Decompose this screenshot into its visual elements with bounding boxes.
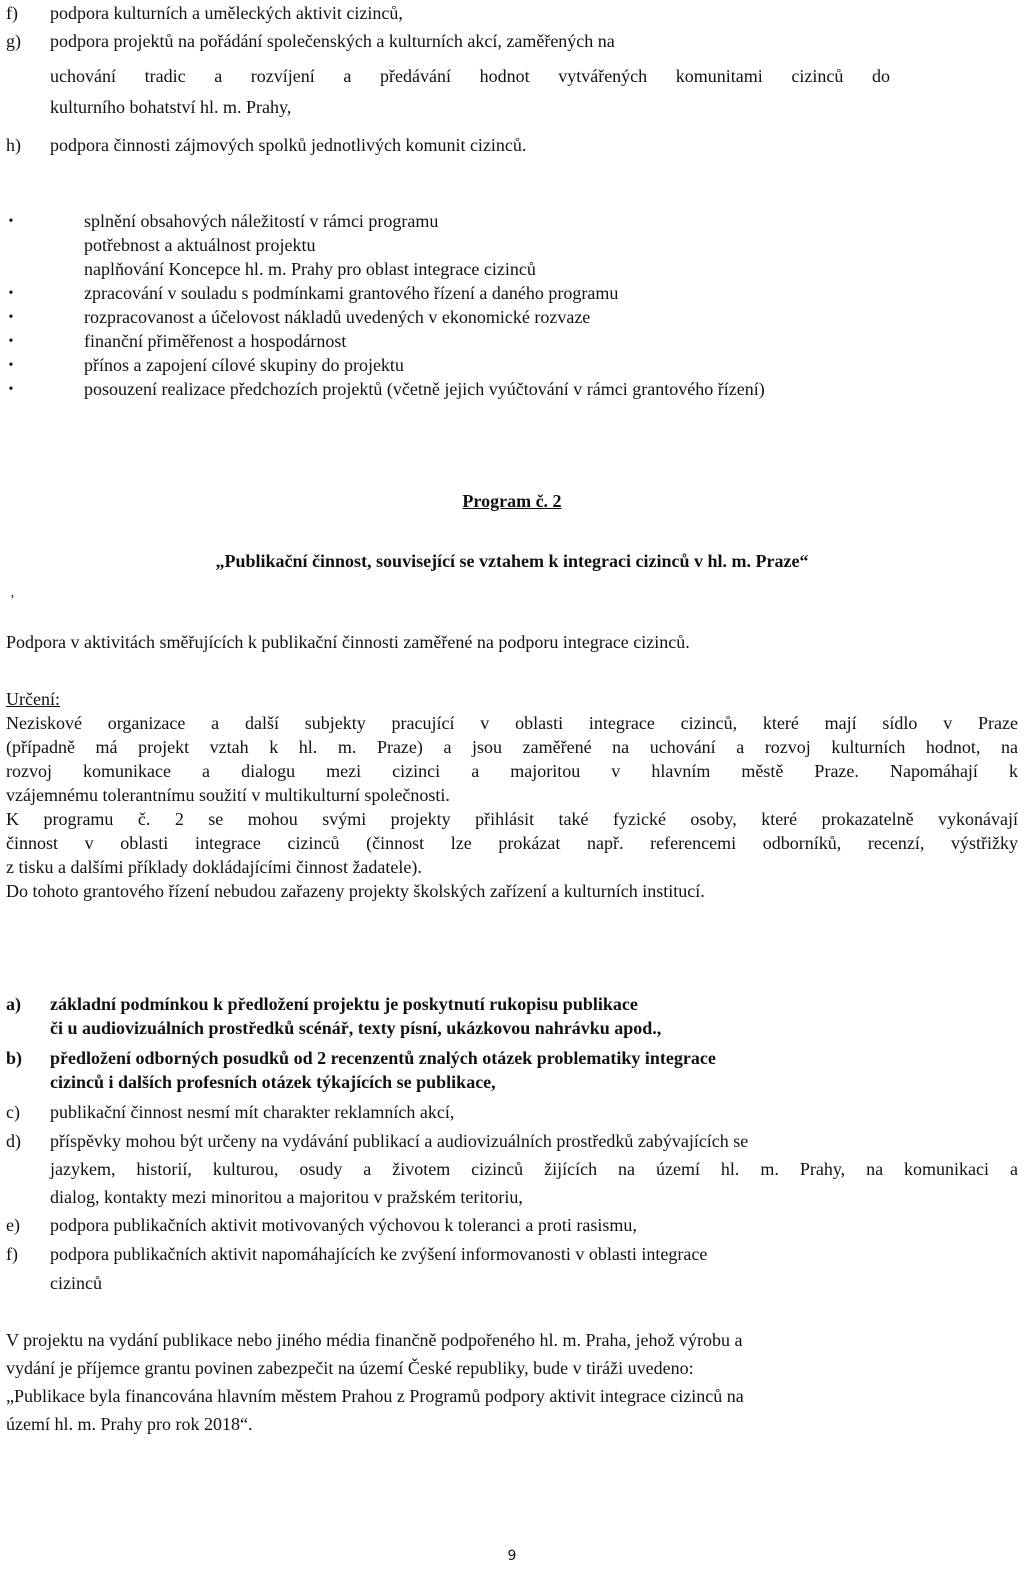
urceni-line: Do tohoto grantového řízení nebudou zařazeny projekty školských zařízení a kulturních institucí. bbox=[6, 881, 705, 901]
list-label: g) bbox=[6, 31, 21, 51]
condition-text: podpora publikačních aktivit napomáhajících ke zvýšení informovanosti v oblasti integrace bbox=[50, 1244, 708, 1264]
bullet: • bbox=[8, 358, 14, 373]
condition-label: c) bbox=[6, 1102, 20, 1122]
program-intro: Podpora v aktivitách směřujících k publikační činnosti zaměřené na podporu integrace cizinců. bbox=[6, 632, 690, 652]
bullet: • bbox=[8, 334, 14, 349]
list-item-text: kulturního bohatství hl. m. Prahy, bbox=[50, 97, 292, 117]
condition-text: podpora publikačních aktivit motivovaných výchovou k toleranci a proti rasismu, bbox=[50, 1215, 637, 1235]
urceni-line: z tisku a dalšími příklady dokládajícími činnost žadatele). bbox=[6, 857, 422, 877]
list-item-text: podpora kulturních a uměleckých aktivit cizinců, bbox=[50, 3, 403, 23]
condition-label: d) bbox=[6, 1131, 21, 1151]
closing-line: území hl. m. Prahy pro rok 2018“. bbox=[6, 1414, 253, 1434]
criteria-item: přínos a zapojení cílové skupiny do projektu bbox=[84, 355, 404, 375]
list-item-text: podpora činnosti zájmových spolků jednotlivých komunit cizinců. bbox=[50, 135, 527, 155]
urceni-line: Neziskové organizace a další subjekty pracující v oblasti integrace cizinců, které mají sídlo v Praze bbox=[6, 713, 1018, 733]
urceni-line: vzájemnému tolerantnímu soužití v multikulturní společnosti. bbox=[6, 785, 450, 805]
program-title: „Publikační činnost, související se vztahem k integraci cizinců v hl. m. Praze“ bbox=[215, 551, 809, 571]
page-number: 9 bbox=[507, 1548, 517, 1564]
bullet: • bbox=[8, 382, 14, 397]
criteria-item: potřebnost a aktuálnost projektu bbox=[84, 235, 316, 255]
bullet: • bbox=[8, 310, 14, 325]
condition-label: e) bbox=[6, 1215, 20, 1235]
condition-text: základní podmínkou k předložení projektu je poskytnutí rukopisu publikace bbox=[50, 994, 638, 1014]
criteria-item: finanční přiměřenost a hospodárnost bbox=[84, 331, 347, 351]
list-label: h) bbox=[6, 135, 21, 155]
criteria-item: naplňování Koncepce hl. m. Prahy pro oblast integrace cizinců bbox=[84, 259, 536, 279]
urceni-line: K programu č. 2 se mohou svými projekty přihlásit také fyzické osoby, které prokazatelně vykonávají bbox=[6, 809, 1018, 829]
criteria-item: zpracování v souladu s podmínkami grantového řízení a daného programu bbox=[84, 283, 619, 303]
closing-line: V projektu na vydání publikace nebo jiného média finančně podpořeného hl. m. Praha, jehož výrobu a bbox=[6, 1330, 743, 1350]
condition-text: jazykem, historií, kulturou, osudy a životem cizinců žijících na území hl. m. Prahy, na komunikaci a bbox=[50, 1159, 1018, 1179]
condition-text: předložení odborných posudků od 2 recenzentů znalých otázek problematiky integrace bbox=[50, 1048, 716, 1068]
list-item-text: uchování tradic a rozvíjení a předávání hodnot vytvářených komunitami cizinců do bbox=[50, 66, 890, 86]
list-item-text: podpora projektů na pořádání společenských a kulturních akcí, zaměřených na bbox=[50, 31, 615, 51]
condition-label: f) bbox=[6, 1244, 18, 1264]
urceni-heading: Určení: bbox=[6, 689, 60, 709]
condition-text: dialog, kontakty mezi minoritou a majoritou v pražském teritoriu, bbox=[50, 1187, 523, 1207]
condition-text: cizinců i dalších profesních otázek týkajících se publikace, bbox=[50, 1072, 496, 1092]
criteria-item: splnění obsahových náležitostí v rámci programu bbox=[84, 211, 439, 231]
stray-mark: ʼ bbox=[10, 593, 15, 608]
condition-text: příspěvky mohou být určeny na vydávání publikací a audiovizuálních prostředků zabývajících se bbox=[50, 1131, 749, 1151]
condition-text: cizinců bbox=[50, 1273, 102, 1293]
program-heading: Program č. 2 bbox=[462, 491, 562, 511]
urceni-line: činnost v oblasti integrace cizinců (činnost lze prokázat např. referencemi odborníků, recenzí, výstřižky bbox=[6, 833, 1018, 853]
list-label: f) bbox=[6, 3, 18, 23]
condition-label: a) bbox=[6, 994, 21, 1014]
closing-line: vydání je příjemce grantu povinen zabezpečit na území České republiky, bude v tiráži uvedeno: bbox=[6, 1358, 694, 1378]
urceni-line: rozvoj komunikace a dialogu mezi cizinci a majoritou v hlavním městě Praze. Napomáhají k bbox=[6, 761, 1018, 781]
condition-text: publikační činnost nesmí mít charakter reklamních akcí, bbox=[50, 1102, 455, 1122]
condition-label: b) bbox=[6, 1048, 23, 1068]
condition-text: či u audiovizuálních prostředků scénář, texty písní, ukázkovou nahrávku apod., bbox=[50, 1018, 662, 1038]
criteria-item: posouzení realizace předchozích projektů (včetně jejich vyúčtování v rámci grantového řízení) bbox=[84, 379, 765, 399]
closing-line: „Publikace byla financována hlavním městem Prahou z Programů podpory aktivit integrace cizinců na bbox=[6, 1386, 744, 1406]
bullet: • bbox=[8, 214, 14, 229]
criteria-item: rozpracovanost a účelovost nákladů uvedených v ekonomické rozvaze bbox=[84, 307, 591, 327]
urceni-line: (případně má projekt vztah k hl. m. Praze) a jsou zaměřené na uchování a rozvoj kulturních hodnot, na bbox=[6, 737, 1018, 757]
bullet: • bbox=[8, 286, 14, 301]
